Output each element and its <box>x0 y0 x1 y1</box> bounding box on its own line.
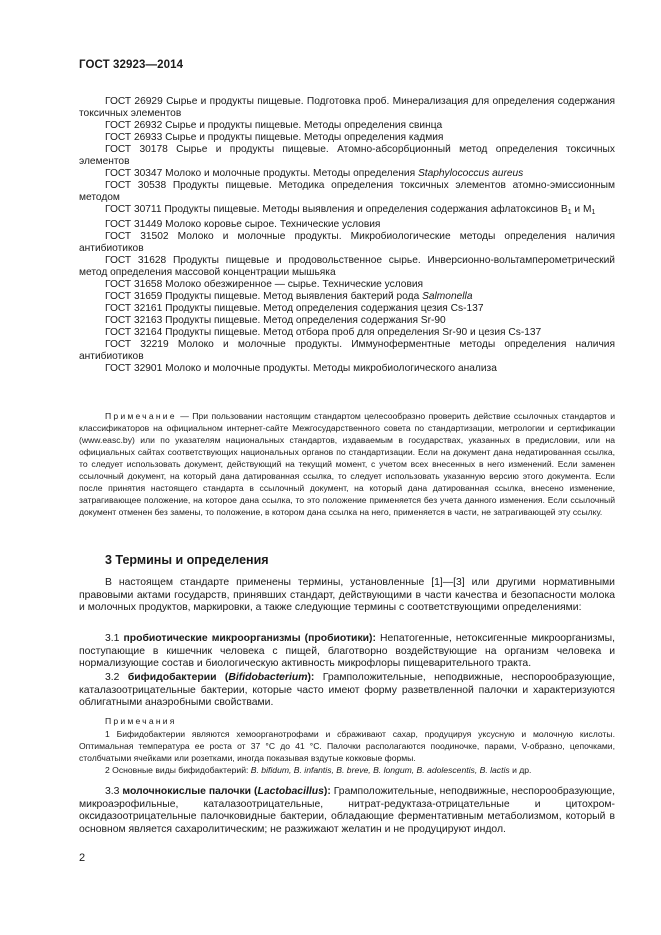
ref-item: ГОСТ 32219 Молоко и молочные продукты. Иммуноферментные методы определения наличия антибиотиков <box>79 339 615 362</box>
term-3-1: 3.1 пробиотические микроорганизмы (пробиотики): Непатогенные, нетоксигенные микроорганизмы, поступающие в кишечник человека с пищей, благотворно воздействующие на организм человека и нормализующие состав и биологическую активность микрофлоры пищеварительного тракта. <box>79 633 615 669</box>
ref-item: ГОСТ 26933 Сырье и продукты пищевые. Методы определения кадмия <box>105 132 444 143</box>
term-3-3: 3.3 молочнокислые палочки (Lactobacillus): Грамположительные, неподвижные, неспорообразующие, микроаэрофильные, каталазоотрицательные, нитрат-редуктаза-отрицательные и цитохром-оксидазоотрицательные палочковидные бактерии, обладающие ферментативным метаболизмом, который в основном является сахаролитическим; не разжижают желатин и не продуцируют индол. <box>79 786 615 835</box>
ref-item: ГОСТ 31628 Продукты пищевые и продовольственное сырье. Инверсионно-вольтамперометрический метод определения массовой концентрации мышьяка <box>79 255 615 278</box>
note-item: 1 Бифидобактерии являются хемоорганотрофами и сбраживают сахар, продуцируя уксусную и молочную кислоты. Оптимальная температура ее роста от 37 °С до 41 °С. Палочки располагаются поодиночке, парами, V-образно, цепочками, столбчатыми ячейками или розетками, иногда показывая вздутые кокковые формы. <box>79 729 615 763</box>
ref-item: ГОСТ 30711 Продукты пищевые. Методы выявления и определения содержания афлатоксинов $В_1$ и $М_1$ <box>105 204 596 216</box>
term-3-1-title: пробиотические микроорганизмы (пробиотики): <box>123 633 376 644</box>
ref-item: ГОСТ 30538 Продукты пищевые. Методика определения токсичных элементов атомно-эмиссионным методом <box>79 180 615 203</box>
ref-item: ГОСТ 31502 Молоко и молочные продукты. Микробиологические методы определения наличия антибиотиков <box>79 231 615 254</box>
term-3-2-notes <box>79 728 615 776</box>
section-heading: 3 Термины и определения <box>105 553 269 567</box>
ref-item: ГОСТ 31659 Продукты пищевые. Метод выявления бактерий рода Salmonella <box>105 291 473 302</box>
term-3-3-title: молочнокислые палочки (Lactobacillus): <box>122 786 331 797</box>
section-intro: В настоящем стандарте применены термины, установленные [1]—[3] или другими нормативными правовыми актами государств, принявших стандарт, действующими в части качества и безопасности молока и молочных продуктов, маркировки, а также следующие термины с соответствующими определениями: <box>79 577 615 613</box>
ref-item: ГОСТ 26929 Сырье и продукты пищевые. Подготовка проб. Минерализация для определения содержания токсичных элементов <box>79 96 615 119</box>
ref-item: ГОСТ 32161 Продукты пищевые. Метод определения содержания цезия Cs-137 <box>105 303 484 314</box>
note-label: Примечание <box>105 411 177 421</box>
ref-item: ГОСТ 31658 Молоко обезжиренное — сырье. Технические условия <box>105 279 424 290</box>
note-text: — При пользовании настоящим стандартом целесообразно проверить действие ссылочных стандартов и классификаторов на официальном интернет-сайте Межгосударственного совета по стандартизации, метрологии и сертификации (www.easc.by) или по указателям национальных стандартов, издаваемым в государствах, указанных в предисловии, или на официальных сайтах соответствующих национальных органов по стандартизации. Если на документ дана недатированная ссылка, то следует использовать документ, действующий на текущий момент, с учетом всех внесенных в него изменений. Если заменен ссылочный документ, на который дана датированная ссылка, то следует использовать указанную версию этого документа. Если после принятия настоящего стандарта в ссылочный документ, на который дана датированная ссылка, внесено изменение, затрагивающее положение, на которое дана ссылка, то это положение применяется без учета данного изменения. Если ссылочный документ отменен без замены, то положение, в котором дана ссылка на него, применяется в части, не затрагивающей эту ссылку. <box>79 411 615 517</box>
ref-item: ГОСТ 32901 Молоко и молочные продукты. Методы микробиологического анализа <box>105 363 497 374</box>
term-3-2: 3.2 бифидобактерии (Bifidobacterium): Грамположительные, неподвижные, неспорообразующие, каталазоотрицательные бактерии, которые часто имеют форму разветвленной палочки и характеризуются облигатными анаэробными свойствами. <box>79 672 615 708</box>
term-3-2-title: бифидобактерии (Bifidobacterium): <box>127 672 315 683</box>
ref-item: ГОСТ 26932 Сырье и продукты пищевые. Методы определения свинца <box>105 120 443 131</box>
page-number: 2 <box>79 852 86 864</box>
normative-references-list <box>79 96 615 375</box>
note-item: 2 Основные виды бифидобактерий: B. bifidum, B. infantis, B. breve, B. longum, B. adolescentis, B. lactis и др. <box>105 765 532 775</box>
ref-item: ГОСТ 30347 Молоко и молочные продукты. Методы определения Staphylococcus aureus <box>105 168 524 179</box>
ref-item: ГОСТ 30178 Сырье и продукты пищевые. Атомно-абсорбционный метод определения токсичных элементов <box>79 144 615 167</box>
notes-heading: Примечания <box>105 716 177 726</box>
running-header: ГОСТ 32923—2014 <box>79 59 184 71</box>
ref-item: ГОСТ 31449 Молоко коровье сырое. Технические условия <box>105 219 381 230</box>
ref-item: ГОСТ 32163 Продукты пищевые. Метод определения содержания Sr-90 <box>105 315 446 326</box>
ref-item: ГОСТ 32164 Продукты пищевые. Метод отбора проб для определения Sr-90 и цезия Cs-137 <box>105 327 542 338</box>
references-note <box>79 410 615 518</box>
